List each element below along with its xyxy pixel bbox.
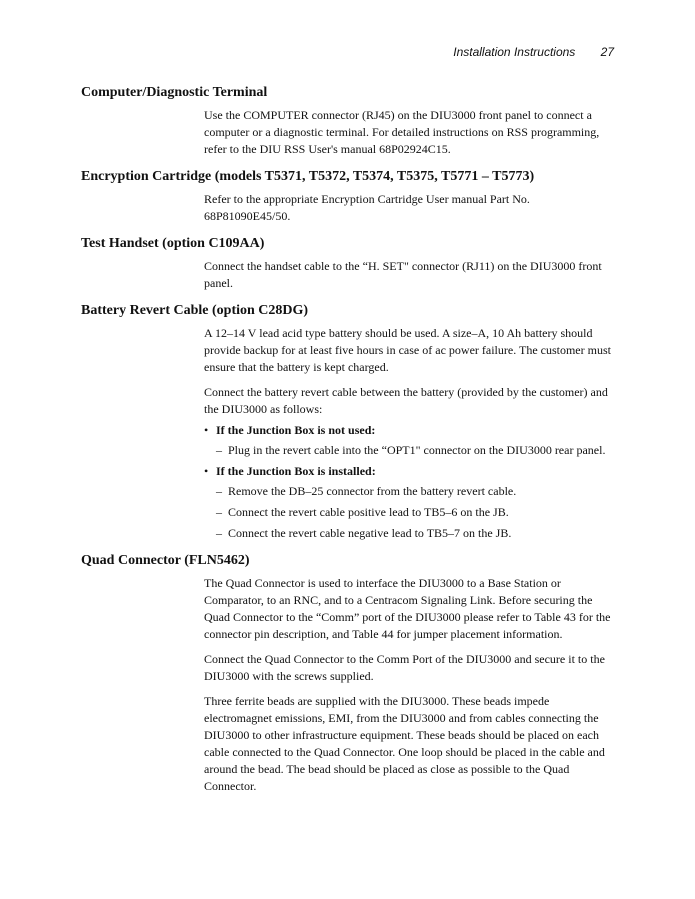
section-computer-diagnostic-terminal: [81, 84, 611, 158]
page-number: 27: [600, 45, 614, 59]
header-title: Installation Instructions: [453, 45, 576, 59]
bullet-item: [204, 463, 611, 542]
bullet-label: If the Junction Box is installed:: [216, 464, 376, 478]
section-test-handset: [81, 235, 611, 292]
paragraph: Three ferrite beads are supplied with the DIU3000. These beads impede electromagnet emissions, EMI, from the DIU3000 and from cables connecting the DIU3000 to other infrastructure equipment. These beads should be placed on each cable connected to the Quad Connector. One loop should be placed in the cable and around the bead. The bead should be placed as close as possible to the Quad Connector.: [204, 694, 605, 793]
running-header: [453, 45, 614, 59]
section-body: [204, 107, 611, 158]
section-heading: Computer/Diagnostic Terminal: [81, 85, 268, 100]
paragraph: A 12–14 V lead acid type battery should be used. A size–A, 10 Ah battery should provide backup for at least five hours in case of ac power failure. The customer must ensure that the battery is kept charged.: [204, 326, 611, 374]
document-content: [81, 84, 611, 805]
bullet-list: [204, 422, 611, 542]
section-body: [204, 575, 611, 795]
section-heading: Battery Revert Cable (option C28DG): [81, 303, 309, 318]
section-body: [204, 191, 611, 225]
section-body: [204, 258, 611, 292]
section-heading: Encryption Cartridge (models T5371, T5372, T5374, T5375, T5771 – T5773): [81, 169, 535, 184]
dash-item: – Connect the revert cable negative lead to TB5–7 on the JB.: [216, 525, 611, 542]
bullet-label: If the Junction Box is not used:: [216, 423, 376, 437]
dash-item: – Plug in the revert cable into the “OPT1" connector on the DIU3000 rear panel.: [216, 442, 611, 459]
dash-item: – Connect the revert cable positive lead to TB5–6 on the JB.: [216, 504, 611, 521]
paragraph: Refer to the appropriate Encryption Cartridge User manual Part No. 68P81090E45/50.: [204, 192, 530, 223]
section-encryption-cartridge: [81, 168, 611, 225]
bullet-item: [204, 422, 611, 459]
section-heading: Test Handset (option C109AA): [81, 236, 265, 251]
section-quad-connector: [81, 552, 611, 795]
dash-list: [216, 442, 611, 459]
paragraph: Connect the handset cable to the “H. SET" connector (RJ11) on the DIU3000 front panel.: [204, 259, 602, 290]
section-battery-revert-cable: [81, 302, 611, 542]
paragraph: Connect the Quad Connector to the Comm Port of the DIU3000 and secure it to the DIU3000 with the screws supplied.: [204, 652, 605, 683]
dash-list: [216, 483, 611, 542]
paragraph: Connect the battery revert cable between the battery (provided by the customer) and the DIU3000 as follows:: [204, 385, 608, 416]
paragraph: The Quad Connector is used to interface the DIU3000 to a Base Station or Comparator, to an RNC, and to a Centracom Signaling Link. Before securing the Quad Connector to the “Comm” port of the DIU3000 please refer to Table 43 for the connector pin description, and Table 44 for jumper placement information.: [204, 576, 611, 641]
paragraph: Use the COMPUTER connector (RJ45) on the DIU3000 front panel to connect a computer or a diagnostic terminal. For detailed instructions on RSS programming, refer to the DIU RSS User's manual 68P02924C15.: [204, 108, 600, 156]
section-heading: Quad Connector (FLN5462): [81, 553, 250, 568]
section-body: [204, 325, 611, 542]
dash-item: – Remove the DB–25 connector from the battery revert cable.: [216, 483, 611, 500]
